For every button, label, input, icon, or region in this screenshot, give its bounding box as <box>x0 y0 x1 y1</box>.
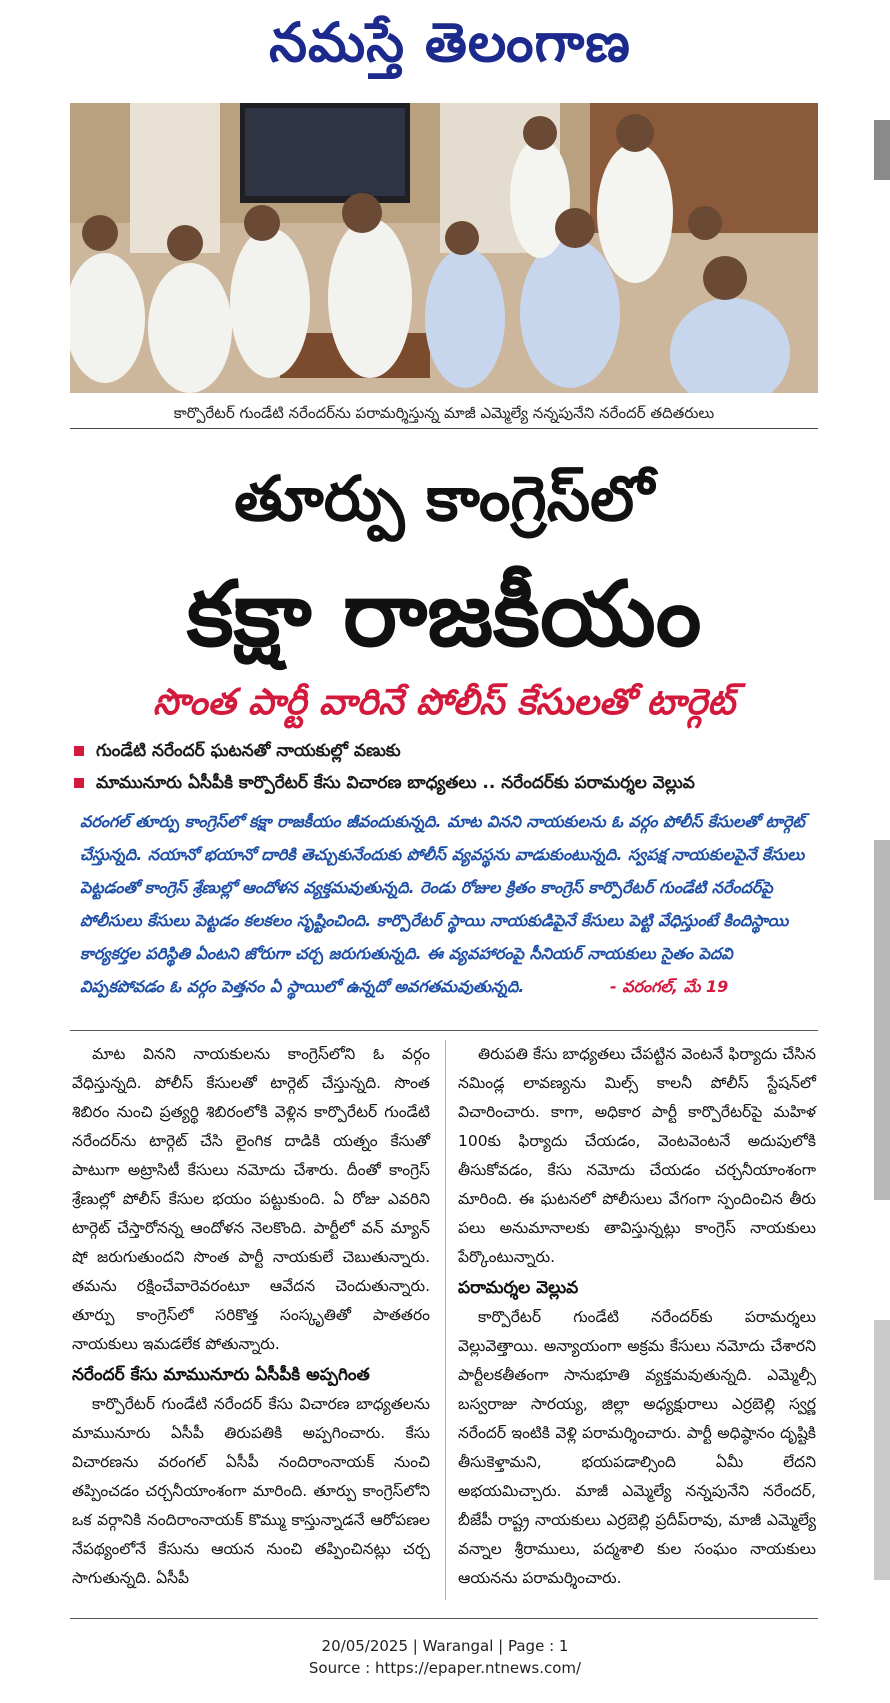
news-photo-illustration <box>70 103 818 393</box>
article-subhead: నరేందర్ కేసు మామునూరు ఏసీపీకి అప్పగింత <box>72 1365 370 1385</box>
adjacent-page-fragment <box>874 840 890 1200</box>
article-paragraph: మాట వినని నాయకులను కాంగ్రెస్‌లోని ఓ వర్గం వేధిస్తున్నది. పోలీస్ కేసులతో టార్గెట్ చేస్తున్నది. సొంత శిబిరం నుంచి ప్రత్యర్థి శిబిరంలోకి వెళ్లిన కార్పొరేటర్ గుండేటి నరేందర్‌ను టార్గెట్ చేసి లైంగిక దాడికి యత్నం కేసుతో పాటుగా అట్రాసిటీ కేసులు నమోదు చేశారు. దీంతో కాంగ్రెస్ శ్రేణుల్లో పోలీస్ కేసుల భయం పట్టుకుంది. ఏ రోజు ఎవరిని టార్గెట్ చేస్తారోనన్న ఆందోళన నెలకొంది. పార్టీలో వన్ మ్యాన్ షో జరుగుతుందని సొంత పార్టీ నాయకులే చెబుతున్నారు. తమను రక్షించేవారెవరంటూ ఆవేదన చెందుతున్నారు. తూర్పు కాంగ్రెస్‌లో సరికొత్త సంస్కృతితో పాతతరం నాయకులు ఇమడలేక పోతున్నారు. <box>72 1045 430 1353</box>
bullet-square-icon <box>74 778 84 788</box>
headline-line-1: తూర్పు కాంగ్రెస్‌లో <box>234 462 654 535</box>
masthead <box>0 0 890 90</box>
bullet-text: గుండేటి నరేందర్ ఘటనతో నాయకుల్లో వణుకు <box>96 741 401 761</box>
bullet-item <box>70 767 830 799</box>
article-column-right <box>458 1040 816 1593</box>
bullet-text: మామునూరు ఏసీపీకి కార్పొరేటర్ కేసు విచారణ బాధ్యతలు .. నరేందర్‌కు పరామర్శల వెల్లువ <box>96 773 695 793</box>
intro-paragraph <box>80 805 818 1003</box>
adjacent-page-fragment <box>874 1320 890 1580</box>
column-divider <box>445 1040 446 1600</box>
highlight-bullets <box>70 735 830 799</box>
intro-text: వరంగల్ తూర్పు కాంగ్రెస్‌లో కక్షా రాజకీయం జీవందుకున్నది. మాట వినని నాయకులను ఓ వర్గం పోలీస్ కేసులతో టార్గెట్ చేస్తున్నది. నయానో భయానో దారికి తెచ్చుకునేందుకు పోలీస్ వ్యవస్థను వాడుకుంటున్నది. స్వపక్ష నాయకులపైనే కేసులు పెట్టడంతో కాంగ్రెస్ శ్రేణుల్లో ఆందోళన వ్యక్తమవుతున్నది. రెండు రోజుల క్రితం కాంగ్రెస్ కార్పొరేటర్ గుండేటి నరేందర్‌పై పోలీసులు కేసులు పెట్టడం కలకలం సృష్టించింది. కార్పొరేటర్ స్థాయి నాయకుడిపైనే కేసులు పెట్టి వేధిస్తుంటే కిందిస్థాయి కార్యకర్తల పరిస్థితి ఏంటని జోరుగా చర్చ జరుగుతున్నది. ఈ వ్యవహారంపై సీనియర్ నాయకులు సైతం పెదవి విప్పకపోవడం ఓ వర్గం పెత్తనం ఏ స్థాయిలో ఉన్నదో అవగతమవుతున్నది. <box>80 812 805 996</box>
divider-rule <box>70 1030 818 1031</box>
bullet-square-icon <box>74 746 84 756</box>
subheadline: సొంత పార్టీ వారినే పోలీస్ కేసులతో టార్గెట్ <box>153 682 735 723</box>
news-photo <box>70 103 818 393</box>
article-column-left <box>72 1040 430 1593</box>
article-paragraph: కార్పొరేటర్ గుండేటి నరేందర్‌కు పరామర్శలు వెల్లువెత్తాయి. అన్యాయంగా అక్రమ కేసులు నమోదు చేశారని పార్టీలకతీతంగా సానుభూతి వ్యక్తమవుతున్నది. ఎమ్మెల్సీ బస్వరాజు సారయ్య, జిల్లా అధ్యక్షురాలు ఎర్రబెల్లి స్వర్ణ నరేందర్ ఇంటికి వెళ్లి పరామర్శించారు. పార్టీ అధిష్ఠానం దృష్టికి తీసుకెళ్తామని, భయపడాల్సింది ఏమీ లేదని అభయమిచ్చారు. మాజీ ఎమ్మెల్యే నన్నపునేని నరేందర్, బీజేపీ రాష్ట్ర నాయకులు ఎర్రబెల్లి ప్రదీప్‌రావు, మాజీ ఎమ్మెల్యే వన్నాల శ్రీరాములు, పద్మశాలి కుల సంఘం నాయకులు ఆయనను పరామర్శించారు. <box>458 1308 816 1587</box>
article-subhead: పరామర్శల వెల్లువ <box>458 1278 579 1298</box>
masthead-title: నమస్తే తెలంగాణ <box>269 11 631 74</box>
page-footer <box>0 1635 890 1679</box>
photo-caption: కార్పొరేటర్ గుండేటి నరేందర్‌ను పరామర్శిస్తున్న మాజీ ఎమ్మెల్యే నన్నపునేని నరేందర్ తదితరులు <box>70 398 818 429</box>
headline-line-2: కక్షా రాజకీయం <box>186 562 702 667</box>
bullet-item <box>70 735 830 767</box>
adjacent-page-fragment <box>874 120 890 180</box>
footer-rule <box>70 1618 818 1619</box>
footer-source: Source : https://epaper.ntnews.com/ <box>308 1659 582 1677</box>
dateline: - వరంగల్, మే 19 <box>609 977 729 996</box>
article-paragraph: తిరుపతి కేసు బాధ్యతలు చేపట్టిన వెంటనే ఫిర్యాదు చేసిన నమిండ్ల లావణ్యను మిల్స్ కాలనీ పోలీస్ స్టేషన్‌లో విచారించారు. కాగా, అధికార పార్టీ కార్పొరేటర్‌పై మహిళ 100కు ఫిర్యాదు చేయడం, వెంటవెంటనే అదుపులోకి తీసుకోవడం, కేసు నమోదు చేయడం చర్చనీయాంశంగా మారింది. ఈ ఘటనలో పోలీసులు వేగంగా స్పందించిన తీరు పలు అనుమానాలకు తావిస్తున్నట్లు కాంగ్రెస్ నాయకులు పేర్కొంటున్నారు. <box>458 1045 816 1266</box>
article-paragraph: కార్పొరేటర్ గుండేటి నరేందర్ కేసు విచారణ బాధ్యతలను మామునూరు ఏసీపీ తిరుపతికి అప్పగించారు. కేసు విచారణను వరంగల్ ఏసీపీ నందిరాంనాయక్ నుంచి తప్పించడం చర్చనీయాంశంగా మారింది. తూర్పు కాంగ్రెస్‌లోని ఒక వర్గానికి నందిరాంనాయక్ కొమ్ము కాస్తున్నాడనే ఆరోపణల నేపథ్యంలోనే కేసును ఆయన నుంచి తప్పించినట్లు చర్చ సాగుతున్నది. ఏసీపీ <box>72 1395 430 1587</box>
footer-edition: 20/05/2025 | Warangal | Page : 1 <box>321 1637 569 1655</box>
